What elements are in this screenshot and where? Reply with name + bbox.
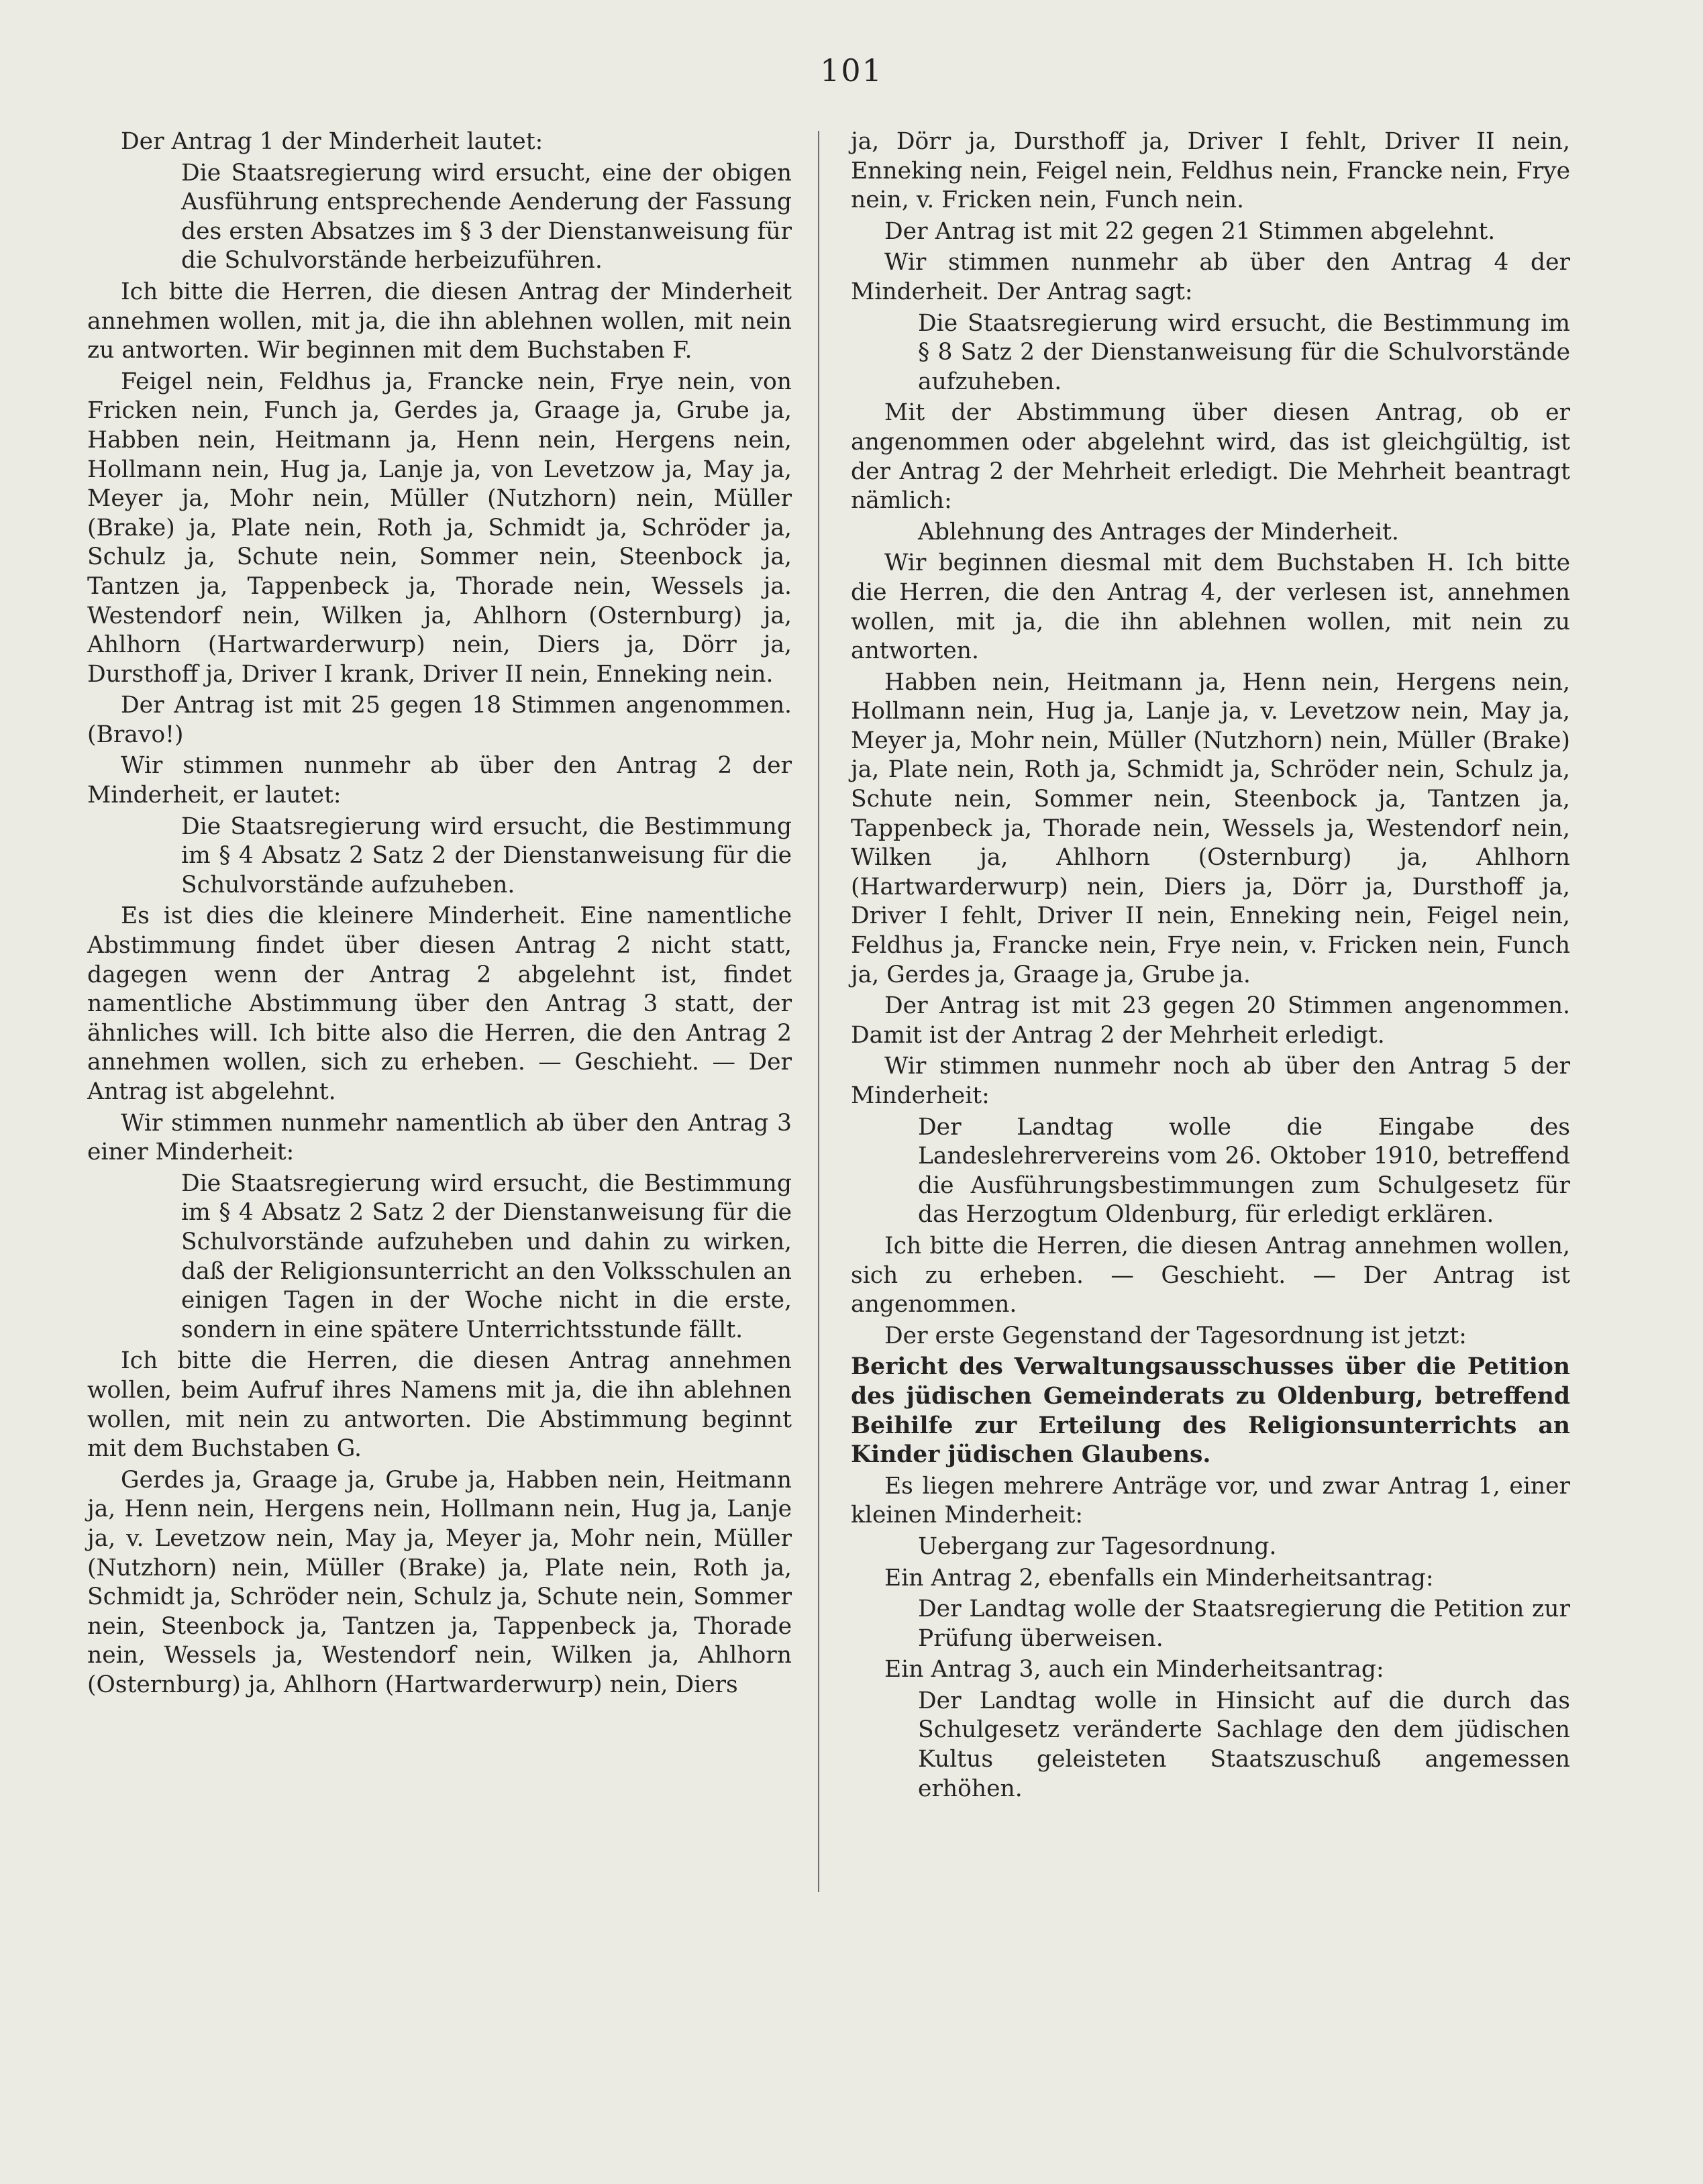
page-number: 101 [820,52,883,89]
agenda-item-heading: Bericht des Verwaltungsausschusses über die Petition des jüdischen Gemeinderats zu Oldenburg, betreffend Beihilfe zur Erteilung des Religionsunterrichts an Kinder jüdischen Glaubens. [851,1353,1570,1469]
quoted-motion: Die Staatsregierung wird ersucht, die Bestimmung im § 4 Absatz 2 Satz 2 der Dienstanweisung für die Schulvorstände aufzuheben und dahin zu wirken, daß der Religionsunterricht an den Volksschulen an einigen Tagen in der Woche nicht in die erste, sondern in eine spätere Unterrichtsstunde fällt. [181,1169,792,1343]
paragraph: Ich bitte die Herren, die diesen Antrag der Minderheit annehmen wollen, mit ja, die ihn ablehnen wollen, mit nein zu antworten. Wir beginnen mit dem Buchstaben F. [87,278,792,364]
quoted-motion: Die Staatsregierung wird ersucht, die Bestimmung im § 8 Satz 2 der Dienstanweisung für die Schulvorstände aufzuheben. [918,309,1570,395]
roll-call-votes: Habben nein, Heitmann ja, Henn nein, Hergens nein, Hollmann nein, Hug ja, Lanje ja, v. Levetzow nein, May ja, Meyer ja, Mohr nein, Müller (Nutzhorn) nein, Müller (Brake) ja, Plate nein, Roth ja, Schmidt ja, Schröder nein, Schulz ja, Schute nein, Sommer nein, Steenbock ja, Tantzen ja, Tappenbeck ja, Thorade nein, Wessels ja, Westendorf nein, Wilken ja, Ahlhorn (Osternburg) ja, Ahlhorn (Hartwarderwurp) nein, Diers ja, Dörr ja, Dursthoff ja, Driver I fehlt, Driver II nein, Enneking nein, Feigel nein, Feldhus ja, Francke nein, Frye nein, v. Fricken nein, Funch ja, Gerdes ja, Graage ja, Grube ja. [851,668,1570,988]
paragraph: Es liegen mehrere Anträge vor, und zwar Antrag 1, einer kleinen Minderheit: [851,1472,1570,1529]
quoted-motion: Der Landtag wolle die Eingabe des Landeslehrervereins vom 26. Oktober 1910, betreffend die Ausführungsbestimmungen zum Schulgesetz für das Herzogtum Oldenburg, für erledigt erklären. [918,1113,1570,1229]
paragraph: Ich bitte die Herren, die diesen Antrag annehmen wollen, sich zu erheben. — Geschieht. — Der Antrag ist angenommen. [851,1232,1570,1318]
paragraph: Wir beginnen diesmal mit dem Buchstaben H. Ich bitte die Herren, die den Antrag 4, der verlesen ist, annehmen wollen, mit ja, die ihn ablehnen wollen, mit nein zu antworten. [851,550,1570,665]
quoted-motion: Die Staatsregierung wird ersucht, eine der obigen Ausführung entsprechende Aenderung der Fassung des ersten Absatzes im § 3 der Dienstanweisung für die Schulvorstände herbeizuführen. [181,159,792,274]
quoted-motion: Die Staatsregierung wird ersucht, die Bestimmung im § 4 Absatz 2 Satz 2 der Dienstanweisung für die Schulvorstände aufzuheben. [181,813,792,898]
paragraph: Es ist dies die kleinere Minderheit. Eine namentliche Abstimmung findet über diesen Antrag 2 nicht statt, dagegen wenn der Antrag 2 abgelehnt ist, findet namentliche Abstimmung über den Antrag 3 statt, der ähnliches will. Ich bitte also die Herren, die den Antrag 2 annehmen wollen, sich zu erheben. — Geschieht. — Der Antrag ist abgelehnt. [87,902,792,1105]
paragraph: Mit der Abstimmung über diesen Antrag, ob er angenommen oder abgelehnt wird, das ist gleichgültig, ist der Antrag 2 der Mehrheit erledigt. Die Mehrheit beantragt nämlich: [851,399,1570,515]
paragraph: Der Antrag ist mit 25 gegen 18 Stimmen angenommen. (Bravo!) [87,692,792,748]
paragraph: Ein Antrag 2, ebenfalls ein Minderheitsantrag: [884,1564,1434,1592]
paragraph: Der Antrag ist mit 22 gegen 21 Stimmen abgelehnt. [884,217,1496,245]
roll-call-votes: ja, Dörr ja, Dursthoff ja, Driver I fehlt, Driver II nein, Enneking nein, Feigel nein, Feldhus nein, Francke nein, Frye nein, v. Fricken nein, Funch nein. [851,128,1570,214]
quoted-motion: Der Landtag wolle in Hinsicht auf die durch das Schulgesetz veränderte Sachlage den dem jüdischen Kultus geleisteten Staatszuschuß angemessen erhöhen. [918,1687,1570,1802]
paragraph: Wir stimmen nunmehr ab über den Antrag 4 der Minderheit. Der Antrag sagt: [851,249,1570,305]
quoted-motion: Ablehnung des Antrages der Minderheit. [918,518,1399,545]
paragraph: Der Antrag 1 der Minderheit lautet: [121,128,544,155]
paragraph: Wir stimmen nunmehr namentlich ab über den Antrag 3 einer Minderheit: [87,1109,792,1166]
paragraph: Der erste Gegenstand der Tagesordnung ist jetzt: [884,1322,1467,1349]
paragraph: Wir stimmen nunmehr noch ab über den Antrag 5 der Minderheit: [851,1053,1570,1109]
right-column [851,127,1570,1806]
roll-call-votes: Feigel nein, Feldhus ja, Francke nein, Frye nein, von Fricken nein, Funch ja, Gerdes ja, Graage ja, Grube ja, Habben nein, Heitmann ja, Henn nein, Hergens nein, Hollmann nein, Hug ja, Lanje ja, von Levetzow ja, May ja, Meyer ja, Mohr nein, Müller (Nutzhorn) nein, Müller (Brake) ja, Plate nein, Roth ja, Schmidt ja, Schröder ja, Schulz ja, Schute nein, Sommer nein, Steenbock ja, Tantzen ja, Tappenbeck ja, Thorade nein, Wessels ja. Westendorf nein, Wilken ja, Ahlhorn (Osternburg) ja, Ahlhorn (Hartwarderwurp) nein, Diers ja, Dörr ja, Dursthoff ja, Driver I krank, Driver II nein, Enneking nein. [87,368,792,688]
quoted-motion: Uebergang zur Tagesordnung. [918,1532,1277,1560]
quoted-motion: Der Landtag wolle der Staatsregierung die Petition zur Prüfung überweisen. [918,1596,1570,1652]
paragraph: Der Antrag ist mit 23 gegen 20 Stimmen angenommen. Damit ist der Antrag 2 der Mehrheit erledigt. [851,992,1570,1049]
paragraph: Ein Antrag 3, auch ein Minderheitsantrag: [884,1656,1384,1683]
roll-call-votes: Gerdes ja, Graage ja, Grube ja, Habben nein, Heitmann ja, Henn nein, Hergens nein, Hollmann nein, Hug ja, Lanje ja, v. Levetzow nein, May ja, Meyer ja, Mohr nein, Müller (Nutzhorn) nein, Müller (Brake) ja, Plate nein, Roth ja, Schmidt ja, Schröder nein, Schulz ja, Schute nein, Sommer nein, Steenbock ja, Tantzen ja, Tappenbeck ja, Thorade nein, Wessels ja, Westendorf nein, Wilken ja, Ahlhorn (Osternburg) ja, Ahlhorn (Hartwarderwurp) nein, Diers [87,1466,792,1698]
paragraph: Ich bitte die Herren, die diesen Antrag annehmen wollen, beim Aufruf ihres Namens mit ja, die ihn ablehnen wollen, mit nein zu antworten. Die Abstimmung beginnt mit dem Buchstaben G. [87,1347,792,1463]
column-divider [818,131,819,1892]
left-column [87,127,792,1702]
paragraph: Wir stimmen nunmehr ab über den Antrag 2 der Minderheit, er lautet: [87,752,792,809]
